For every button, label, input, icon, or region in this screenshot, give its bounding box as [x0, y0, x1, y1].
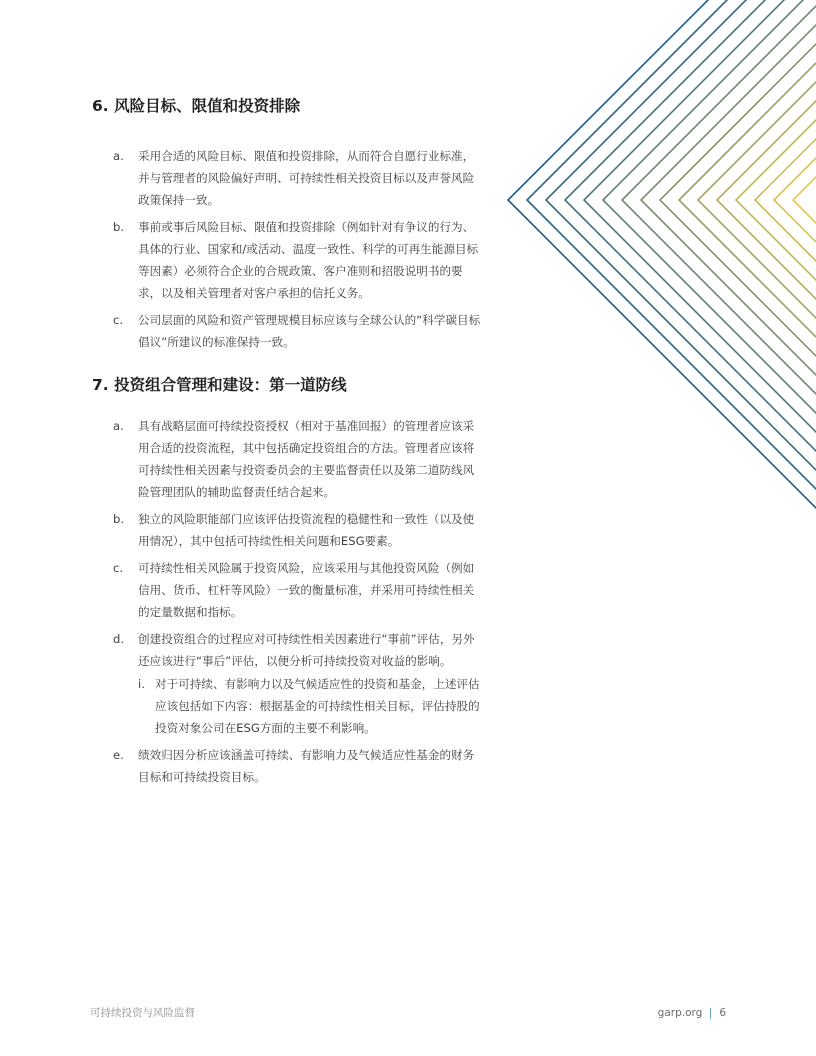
section-6-title: 6. 风险目标、限值和投资排除 [92, 97, 301, 115]
item-marker: c. [113, 561, 124, 575]
item-text: 事前或事后风险目标、限值和投资排除（例如针对有争议的行为、具体的行业、国家和/或活动、温度一致性、科学的可再生能源目标等因素）必须符合企业的合规政策、客户准则和招股说明书的要求，以及相关管理者对客户承担的信托义务。 [138, 220, 479, 300]
footer-document-title: 可持续投资与风险监督 [90, 1007, 195, 1019]
section-7-title: 7. 投资组合管理和建设：第一道防线 [92, 376, 347, 394]
item-marker: a. [113, 149, 124, 163]
item-text: 公司层面的风险和资产管理规模目标应该与全球公认的“科学碳目标倡议”所建议的标准保持一致。 [138, 313, 481, 349]
list-item [113, 744, 485, 788]
section-6-list [113, 145, 485, 358]
decorative-line [717, 87, 816, 313]
list-item [113, 216, 485, 304]
item-marker: e. [113, 748, 124, 762]
list-item [113, 309, 485, 353]
list-item [113, 145, 485, 211]
decorative-line [641, 11, 816, 389]
decorative-line [793, 163, 816, 237]
item-text: 可持续性相关风险属于投资风险，应该采用与其他投资风险（例如信用、货币、杠杆等风险）一致的衡量标准，并采用可持续性相关的定量数据和指标。 [138, 561, 475, 619]
footer-site-link[interactable]: garp.org [657, 1007, 703, 1019]
item-text: 绩效归因分析应该涵盖可持续、有影响力及气候适应性基金的财务目标和可持续投资目标。 [138, 748, 475, 784]
item-marker: a. [113, 419, 124, 433]
decorative-line [736, 106, 816, 294]
list-item [113, 415, 485, 503]
item-marker: c. [113, 313, 124, 327]
item-text: 采用合适的风险目标、限值和投资排除，从而符合自愿行业标准，并与管理者的风险偏好声明、可持续性相关投资目标以及声誉风险政策保持一致。 [138, 149, 475, 207]
item-marker: b. [113, 512, 125, 526]
footer-page-number: 6 [719, 1007, 726, 1019]
item-text: 具有战略层面可持续投资授权（相对于基准回报）的管理者应该采用合适的投资流程，其中包括确定投资组合的方法。管理者应该将可持续性相关因素与投资委员会的主要监督责任以及第二道防线风险管理团队的辅助监督责任结合起来。 [138, 419, 475, 499]
list-item [113, 557, 485, 623]
decorative-line [755, 125, 816, 275]
item-marker: b. [113, 220, 125, 234]
item-text: 创建投资组合的过程应对可持续性相关因素进行“事前”评估，另外还应该进行“事后”评估，以便分析可持续投资对收益的影响。 [138, 632, 475, 668]
list-item [113, 628, 485, 739]
sub-list-item [138, 673, 485, 739]
footer-page-info [658, 1007, 726, 1019]
item-marker: d. [113, 632, 125, 646]
list-item [113, 508, 485, 552]
section-7-list [113, 415, 485, 793]
decorative-line [698, 68, 816, 332]
footer-divider [710, 1008, 711, 1019]
sub-item-marker: i. [138, 677, 145, 691]
sub-item-text: 对于可持续、有影响力以及气候适应性的投资和基金，上述评估应该包括如下内容：根据基金的可持续性相关目标，评估持股的投资对象公司在ESG方面的主要不利影响。 [155, 677, 480, 735]
item-text: 独立的风险职能部门应该评估投资流程的稳健性和一致性（以及使用情况），其中包括可持续性相关问题和ESG要素。 [138, 512, 475, 548]
